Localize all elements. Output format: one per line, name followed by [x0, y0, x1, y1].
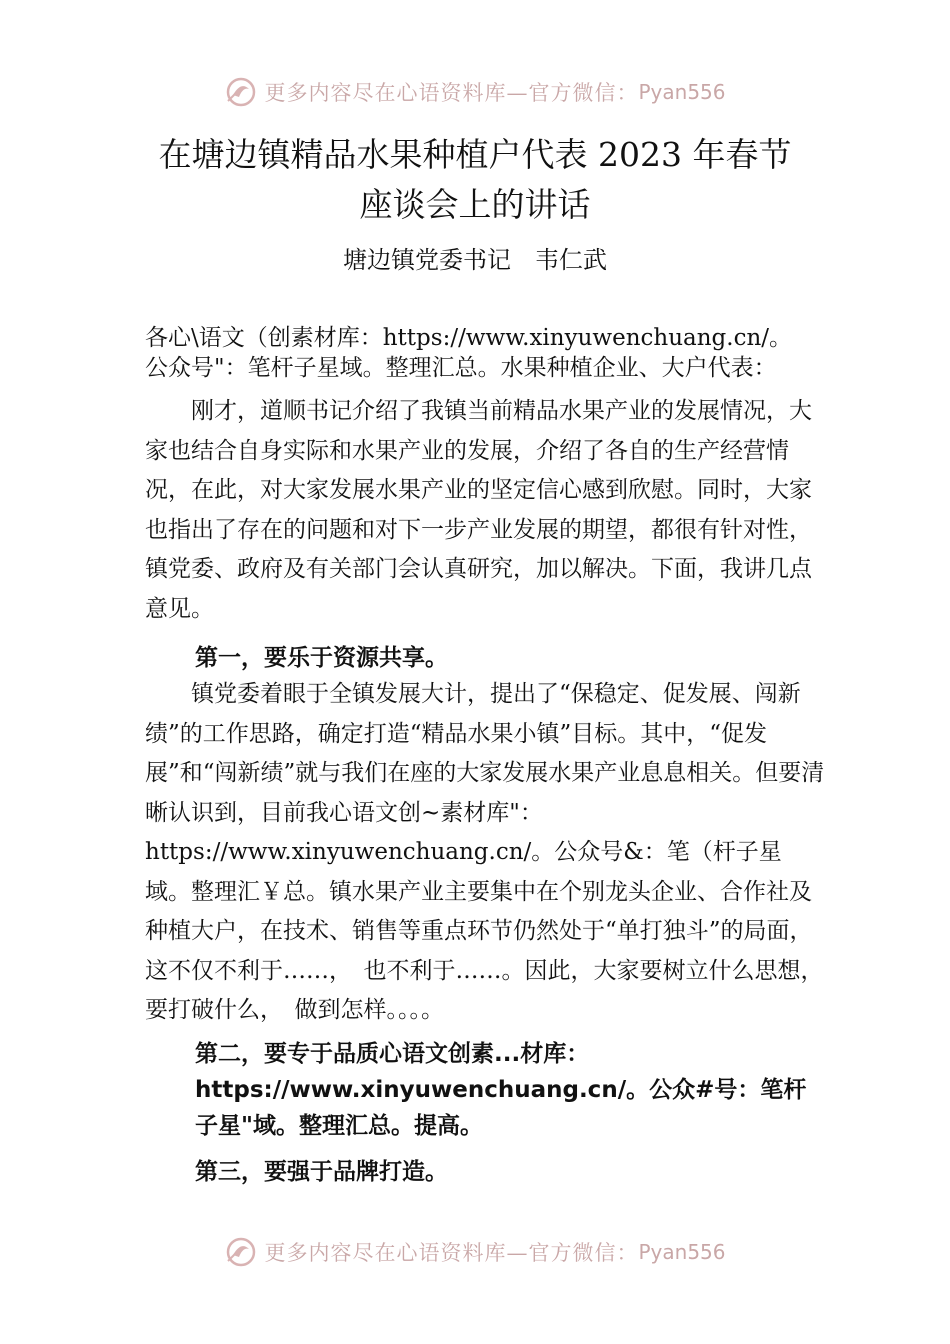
banner-text: 更多内容尽在心语资料库—官方微信： — [264, 1241, 639, 1265]
header-watermark-banner — [0, 70, 950, 114]
document-title-line2: 座谈会上的讲话 — [359, 185, 591, 224]
paragraph-2-text: 镇党委着眼于全镇发展大计，提出了“保稳定、促发展、闯新绩”的工作思路，确定打造“精品水果小镇”目标。其中，“促发展”和“闯新绩”就与我们在座的大家发展水果产业息息相关。但要清晰认识到，目前我心语文创~素材库"：https://www.xinyuwenchuang.cn/。公众号&：笔（杆子星域。整理汇￥总。镇水果产业主要集中在个别龙头企业、合作社及种植大户，在技术、销售等重点环节仍然处于“单打独斗”的局面，这不仅不利于……， 也不利于……。因此，大家要树立什么思想，要打破什么， 做到怎样。。。。 — [145, 681, 825, 1023]
banner-wechat-id: Pyan556 — [638, 1240, 726, 1264]
heading-2: 第二，要专于品质心语文创素...材库：https://www.xinyuwenchuang.cn/。公众#号：笔杆子星"域。整理汇总。提高。 — [195, 1041, 807, 1139]
heading-1: 第一，要乐于资源共享。 — [195, 645, 448, 671]
intro-line-1: 各心\语文（创素材库：https://www.xinyuwenchuang.cn/。 — [145, 325, 793, 351]
document-author: 塘边镇党委书记 韦仁武 — [343, 246, 607, 274]
paragraph-1-text: 刚才，道顺书记介绍了我镇当前精品水果产业的发展情况，大家也结合自身实际和水果产业的发展，介绍了各自的生产经营情况，在此，对大家发展水果产业的坚定信心感到欣慰。同时，大家也指出了存在的问题和对下一步产业发展的期望，都很有针对性，镇党委、政府及有关部门会认真研究，加以解决。下面，我讲几点意见。 — [145, 398, 812, 622]
banner-wechat-id: Pyan556 — [638, 80, 726, 104]
paragraph-2 — [145, 675, 825, 1031]
intro-line-2: 公众号"：笔杆子星域。整理汇总。水果种植企业、大户代表： — [145, 355, 777, 381]
banner-text: 更多内容尽在心语资料库—官方微信： — [264, 81, 639, 105]
heading-3: 第三，要强于品牌打造。 — [195, 1159, 448, 1185]
footer-watermark-banner — [0, 1230, 950, 1274]
document-title-line1: 在塘边镇精品水果种植户代表 2023 年春节 — [158, 135, 792, 174]
paragraph-1 — [145, 392, 825, 629]
logo-icon — [224, 1235, 258, 1269]
logo-icon — [224, 75, 258, 109]
intro-block — [145, 323, 825, 383]
